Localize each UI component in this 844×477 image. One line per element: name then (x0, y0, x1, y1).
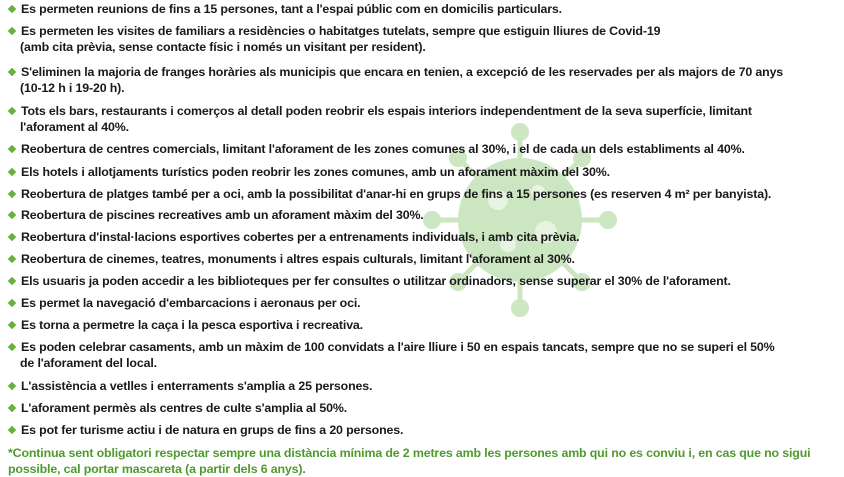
footnote-line-1: *Continua sent obligatori respectar sempre una distància mínima de 2 metres amb les persones amb qui no es conviu i, en cas que no sigui (8, 446, 811, 460)
diamond-bullet-icon (8, 145, 16, 153)
diamond-bullet-icon (8, 5, 16, 13)
list-item (8, 295, 838, 311)
diamond-bullet-icon (8, 382, 16, 390)
list-item (8, 186, 838, 202)
diamond-bullet-icon (8, 211, 16, 219)
item-text: Es pot fer turisme actiu i de natura en grups de fins a 20 persones. (21, 423, 404, 437)
item-text: Tots els bars, restaurants i comerços al detall poden reobrir els espais interiors independentment de la seva superfície, limitant (21, 104, 752, 118)
item-text-continued: l'aforament al 40%. (20, 120, 129, 134)
list-item (8, 1, 838, 17)
item-text: Es torna a permetre la caça i la pesca esportiva i recreativa. (21, 318, 363, 332)
diamond-bullet-icon (8, 404, 16, 412)
diamond-bullet-icon (8, 68, 16, 76)
diamond-bullet-icon (8, 107, 16, 115)
item-text: Reobertura de piscines recreatives amb un aforament màxim del 30%. (21, 208, 424, 222)
item-text: Reobertura de centres comercials, limitant l'aforament de les zones comunes al 30%, i el de cada un dels establiments al 40%. (21, 142, 745, 156)
list-item (8, 422, 838, 438)
diamond-bullet-icon (8, 255, 16, 263)
diamond-bullet-icon (8, 321, 16, 329)
list-item (8, 317, 838, 333)
list-item (8, 207, 838, 223)
footnote (8, 445, 838, 477)
item-text: Es permeten les visites de familiars a residències o habitatges tutelats, sempre que estiguin lliures de Covid-19 (21, 24, 661, 38)
item-text: Es permeten reunions de fins a 15 persones, tant a l'espai públic com en domicilis particulars. (21, 2, 562, 16)
diamond-bullet-icon (8, 233, 16, 241)
item-text: Es poden celebrar casaments, amb un màxim de 100 convidats a l'aire lliure i 50 en espais tancats, sempre que no se superi el 50% (21, 340, 775, 354)
list-item (8, 339, 838, 371)
item-text: L'aforament permès als centres de culte s'amplia al 50%. (21, 401, 347, 415)
list-item (8, 273, 838, 289)
item-text: Els usuaris ja poden accedir a les biblioteques per fer consultes o utilitzar ordinadors, sense superar el 30% de l'aforament. (21, 274, 731, 288)
list-item (8, 251, 838, 267)
item-text-continued: (amb cita prèvia, sense contacte físic i només un visitant per resident). (20, 40, 426, 54)
list-item (8, 141, 838, 157)
diamond-bullet-icon (8, 190, 16, 198)
diamond-bullet-icon (8, 343, 16, 351)
diamond-bullet-icon (8, 426, 16, 434)
list-item (8, 378, 838, 394)
list-item (8, 103, 838, 135)
item-text: Es permet la navegació d'embarcacions i aeronaus per oci. (21, 296, 361, 310)
footnote-line-2: possible, cal portar mascareta (a partir dels 6 anys). (8, 462, 306, 476)
diamond-bullet-icon (8, 299, 16, 307)
list-item (8, 164, 838, 180)
item-text: L'assistència a vetlles i enterraments s'amplia a 25 persones. (21, 379, 373, 393)
item-text: Reobertura d'instal·lacions esportives cobertes per a entrenaments individuals, i amb cita prèvia. (21, 230, 580, 244)
diamond-bullet-icon (8, 168, 16, 176)
item-text-continued: de l'aforament del local. (20, 356, 157, 370)
item-text: Els hotels i allotjaments turístics poden reobrir les zones comunes, amb un aforament màxim del 30%. (21, 165, 610, 179)
list-item (8, 400, 838, 416)
list-item (8, 23, 838, 55)
diamond-bullet-icon (8, 277, 16, 285)
item-text: Reobertura de cinemes, teatres, monuments i altres espais culturals, limitant l'aforament al 30%. (21, 252, 575, 266)
diamond-bullet-icon (8, 27, 16, 35)
item-text: Reobertura de platges també per a oci, amb la possibilitat d'anar-hi en grups de fins a 15 persones (es reserven 4 m² per banyista). (21, 187, 772, 201)
item-text-continued: (10-12 h i 19-20 h). (20, 81, 125, 95)
item-text: S'eliminen la majoria de franges horàries als municipis que encara en tenien, a excepció de les reservades per als majors de 70 anys (21, 65, 784, 79)
list-item (8, 229, 838, 245)
list-item (8, 64, 838, 96)
